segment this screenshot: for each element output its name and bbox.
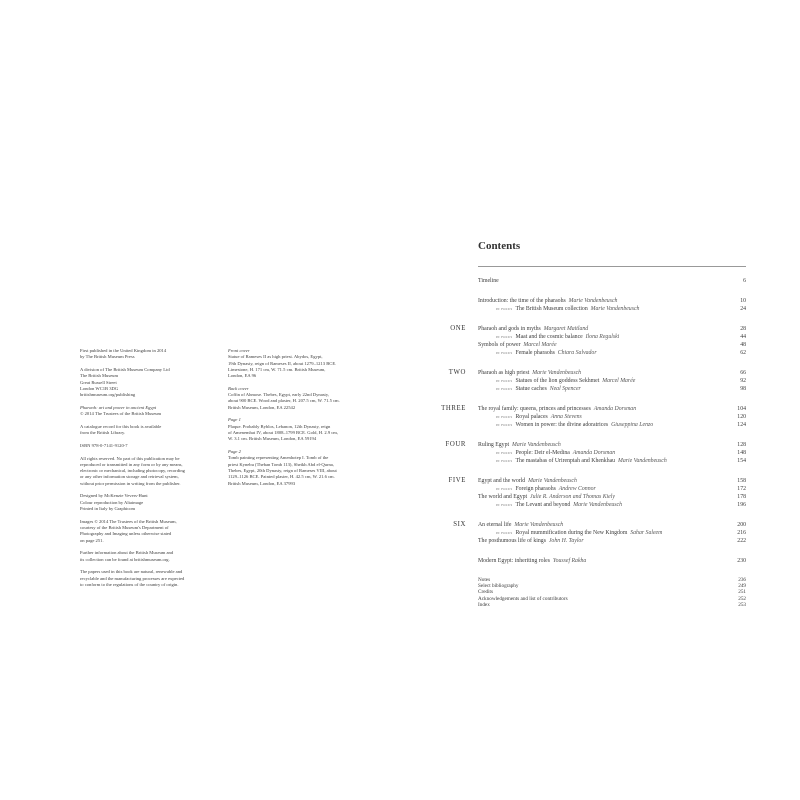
back-matter-title: Index [478, 601, 490, 608]
back-matter-title: Credits [478, 589, 493, 596]
toc-entry-title: Women in power: the divine adoratrices [515, 422, 609, 428]
chapter-number: SIX [453, 521, 466, 528]
toc-entry-title: Statue caches [515, 386, 547, 392]
imprint-line: Photography and Imaging unless otherwise stated [80, 531, 172, 537]
in-focus-label: in focus [496, 459, 513, 464]
toc-entry [410, 405, 746, 413]
toc-entry-author: Chiara Salvador [557, 350, 597, 356]
toc-section [410, 277, 746, 285]
imprint-block [80, 348, 216, 361]
toc-entry-text [478, 405, 636, 413]
caption-line: British Museum, London, EA 22542 [228, 404, 296, 410]
toc-entry-title: Statues of the lion goddess Sekhmet [515, 378, 600, 384]
caption-line: priest Kynebu (Theban Tomb 113), Sheikh Abd el-Qurna, [228, 461, 334, 467]
toc-entry-title: The Levant and beyond [515, 502, 571, 508]
in-focus-label: in focus [496, 531, 513, 536]
toc-entry [410, 521, 746, 529]
caption-line: of Amenemhat IV, about 1808–1799 BCE. Gold, H. 2.9 cm, [228, 430, 339, 436]
toc-entry-author: Neal Spencer [549, 386, 581, 392]
imprint-line: Colour reproduction by Altaimage [80, 499, 144, 505]
toc-entry-title: Maat and the cosmic balance [515, 334, 583, 340]
caption-line: W. 3.1 cm. British Museum, London, EA 59194 [228, 436, 317, 442]
toc-page-number: 44 [740, 334, 746, 340]
toc-entry-title: Pharaoh and gods in myths [478, 326, 541, 332]
imprint-line: A catalogue record for this book is available [80, 423, 162, 429]
caption-line: 1129–1126 BCE. Painted plaster, H. 42.5 cm, W. 21.6 cm. [228, 474, 335, 480]
toc-entry-title: Royal palaces [515, 414, 548, 420]
toc-entry [410, 377, 746, 385]
contents-divider [478, 266, 746, 267]
toc-entry [410, 557, 746, 565]
toc-entry [410, 529, 746, 537]
imprint-line: London WC1B 3DG [80, 385, 119, 391]
imprint-line: Great Russell Street [80, 379, 117, 385]
toc-entry-author: Marie Vandenbeusch [528, 478, 577, 484]
toc-entry-text [478, 441, 561, 449]
imprint-block [80, 456, 216, 487]
toc-section [410, 405, 746, 429]
imprint-block [80, 405, 216, 418]
imprint-block [80, 550, 216, 563]
toc-section [410, 369, 746, 393]
toc-entry [410, 441, 746, 449]
imprint-line: recyclable and the manufacturing processes are expected [80, 575, 185, 581]
toc-entry-text [478, 521, 563, 529]
toc-page-number: 6 [743, 278, 746, 284]
toc-page-number: 148 [737, 450, 746, 456]
chapter-number: TWO [448, 369, 466, 376]
toc-page-number: 98 [740, 386, 746, 392]
toc-entry-author: Marie Vandenbeusch [590, 306, 640, 312]
toc-entry-author: Giuseppina Lenzo [611, 422, 654, 428]
toc-page-number: 230 [737, 558, 746, 564]
back-matter-page: 236 [738, 577, 746, 583]
back-matter-title: Select bibliography [478, 583, 519, 590]
toc-entry [410, 537, 746, 545]
toc-entry-author: Margaret Maitland [543, 326, 589, 332]
back-matter-page: 249 [738, 583, 746, 590]
imprint-line: A division of The British Museum Company Ltd [80, 366, 170, 372]
imprint-line: All rights reserved. No part of this publication may be [80, 455, 180, 461]
imprint-line: First published in the United Kingdom in 2014 [80, 348, 167, 353]
imprint-line: on page 251. [80, 537, 104, 543]
back-matter-page: 252 [738, 595, 746, 602]
toc-entry-author: Amanda Dorsman [572, 450, 616, 456]
caption-label: Back cover [228, 385, 249, 391]
imprint-block [80, 367, 216, 398]
imprint-line: The British Museum [80, 373, 119, 379]
toc-entry-text [496, 421, 653, 430]
imprint-block [80, 493, 216, 512]
toc-entry-text [478, 493, 615, 501]
imprint-block [80, 519, 216, 544]
back-matter-page: 253 [738, 601, 746, 608]
toc-entry [410, 485, 746, 493]
toc-entry-title: Timeline [478, 278, 499, 284]
imprint-column-left [80, 348, 216, 595]
chapter-number: FIVE [448, 477, 466, 484]
toc-entry-text [478, 557, 586, 565]
table-of-contents [410, 277, 746, 620]
toc-entry [410, 421, 746, 429]
imprint-block [80, 424, 216, 437]
toc-entry [410, 297, 746, 305]
toc-entry-title: Symbols of power [478, 342, 521, 348]
toc-entry-author: Marie Vandenbeusch [532, 370, 582, 376]
toc-entry-text [478, 477, 577, 485]
imprint-column-right [228, 348, 346, 493]
toc-page-number: 178 [737, 494, 746, 500]
toc-entry-title: Ruling Egypt [478, 442, 510, 448]
toc-entry-text [496, 305, 639, 314]
toc-entry [410, 369, 746, 377]
toc-page-number: 24 [740, 306, 746, 312]
in-focus-label: in focus [496, 451, 513, 456]
toc-entry-title: The royal family: queens, princes and princesses [478, 406, 591, 412]
chapter-number: THREE [441, 405, 466, 412]
toc-page-number: 154 [737, 458, 746, 464]
toc-entry-text [478, 341, 557, 349]
imprint-line: Further information about the British Museum and [80, 550, 174, 556]
toc-section [410, 557, 746, 565]
toc-page-number: 124 [737, 422, 746, 428]
toc-entry-author: Ilona Regulski [585, 334, 620, 340]
caption-block [228, 449, 346, 487]
in-focus-label: in focus [496, 387, 513, 392]
toc-entry-author: Andrew Connor [558, 486, 596, 492]
toc-entry-text [496, 349, 597, 358]
imprint-line: The papers used in this book are natural, renewable and [80, 569, 183, 575]
toc-entry [410, 501, 746, 509]
in-focus-label: in focus [496, 415, 513, 420]
imprint-line: reproduced or transmitted in any form or by any means, [80, 461, 183, 467]
caption-line: Plaque. Probably Byblos, Lebanon, 12th Dynasty, reign [228, 423, 331, 429]
imprint-line: without prior permission in writing from the publisher. [80, 480, 181, 486]
toc-page-number: 158 [737, 478, 746, 484]
toc-entry [410, 341, 746, 349]
back-matter-page: 251 [738, 589, 746, 596]
toc-entry [410, 277, 746, 285]
imprint-line: or any other information storage and retrieval system, [80, 474, 179, 480]
toc-section [410, 477, 746, 509]
toc-entry-text [478, 369, 581, 377]
toc-entry [410, 325, 746, 333]
imprint-line: Printed in Italy by Graphicom [80, 505, 136, 511]
toc-entry-title: The world and Egypt [478, 494, 528, 500]
toc-entry-author: Amanda Dorsman [593, 406, 637, 412]
caption-block [228, 386, 346, 411]
in-focus-label: in focus [496, 503, 513, 508]
toc-entry-text [496, 385, 581, 394]
imprint-line: ISBN 978-0-7141-9120-7 [80, 442, 128, 448]
toc-page-number: 28 [740, 326, 746, 332]
caption-label: Front cover [228, 348, 250, 353]
toc-entry-text [496, 501, 622, 510]
toc-entry [410, 385, 746, 393]
caption-line: about 900 BCE. Wood and plaster, H. 207.5 cm, W. 71.5 cm. [228, 398, 340, 404]
toc-entry-title: The posthumous life of kings [478, 538, 546, 544]
imprint-line: its collection can be found at britishmuseum.org. [80, 556, 170, 562]
toc-page-number: 10 [740, 298, 746, 304]
toc-entry-title: Royal mummification during the New Kingdom [515, 530, 628, 536]
toc-entry-author: Marie Vandenbeusch [568, 298, 618, 304]
toc-section [410, 325, 746, 357]
caption-line: Coffin of Ahmose. Thebes, Egypt, early 22nd Dynasty, [228, 392, 329, 398]
imprint-line: Designed by McKenzie Vevers-Hunt [80, 493, 148, 499]
caption-line: Tomb painting representing Amenhotep I. Tomb of the [228, 455, 329, 461]
caption-label: Page 1 [228, 417, 241, 423]
back-matter-entry [410, 602, 746, 608]
contents-title: Contents [478, 240, 521, 252]
caption-line: Thebes, Egypt, 20th Dynasty, reign of Rameses VIII, about [228, 467, 337, 473]
toc-page-number: 216 [737, 530, 746, 536]
book-title-line: Pharaoh: art and power in ancient Egypt [80, 404, 157, 410]
toc-entry-title: Egypt and the world [478, 478, 526, 484]
toc-entry-author: Sahar Saleem [630, 530, 663, 536]
back-matter-title: Acknowledgements and list of contributors [478, 595, 568, 602]
toc-page-number: 128 [737, 442, 746, 448]
toc-entry-title: Modern Egypt: inheriting roles [478, 558, 550, 564]
toc-entry-text [478, 297, 617, 305]
toc-entry-author: Anna Stevens [550, 414, 582, 420]
toc-entry [410, 457, 746, 465]
toc-entry-text [496, 457, 667, 466]
toc-entry [410, 449, 746, 457]
toc-entry-author: John H. Taylor [548, 538, 584, 544]
toc-entry-author: Youssef Rakha [552, 558, 587, 564]
toc-section [410, 521, 746, 545]
in-focus-label: in focus [496, 487, 513, 492]
imprint-block [80, 569, 216, 588]
toc-entry-title: Introduction: the time of the pharaohs [478, 298, 566, 304]
imprint-line: courtesy of the British Museum's Department of [80, 524, 169, 530]
toc-entry-author: Marcel Marée [523, 342, 557, 348]
caption-block [228, 348, 346, 379]
toc-entry-author: Marcel Marée [602, 378, 636, 384]
toc-section [410, 297, 746, 313]
back-matter [410, 577, 746, 608]
toc-page-number: 104 [737, 406, 746, 412]
toc-page-number: 120 [737, 414, 746, 420]
toc-entry-text [478, 537, 584, 545]
in-focus-label: in focus [496, 379, 513, 384]
imprint-line: britishmuseum.org/publishing [80, 392, 136, 398]
caption-label: Page 2 [228, 449, 241, 455]
toc-entry-title: Female pharaohs [515, 350, 555, 356]
toc-page-number: 48 [740, 342, 746, 348]
in-focus-label: in focus [496, 351, 513, 356]
toc-entry-author: Marie Vandenbeusch [573, 502, 623, 508]
toc-page-number: 62 [740, 350, 746, 356]
caption-line: British Museum, London, EA 37993 [228, 480, 296, 486]
caption-line: Statue of Rameses II as high priest. Abydos, Egypt, [228, 354, 323, 360]
toc-entry [410, 477, 746, 485]
toc-entry-title: Foreign pharaohs [515, 486, 556, 492]
toc-entry-title: The mastabas of Urirenptah and Khenkhau [515, 458, 616, 464]
imprint-line: © 2014 The Trustees of the British Museum [80, 411, 162, 417]
toc-entry [410, 493, 746, 501]
toc-page-number: 196 [737, 502, 746, 508]
caption-line: Limestone, H. 171 cm, W. 71.5 cm. British Museum, [228, 366, 326, 372]
caption-block [228, 417, 346, 442]
imprint-line: Images © 2014 The Trustees of the British Museum, [80, 518, 177, 524]
toc-entry [410, 333, 746, 341]
caption-line: 19th Dynasty, reign of Rameses II, about 1279–1213 BCE. [228, 360, 337, 366]
toc-entry-title: Pharaoh as high priest [478, 370, 530, 376]
toc-entry [410, 413, 746, 421]
toc-page-number: 222 [737, 538, 746, 544]
toc-page-number: 92 [740, 378, 746, 384]
toc-entry-text [478, 277, 499, 285]
in-focus-label: in focus [496, 423, 513, 428]
toc-entry-author: Marie Vandenbeusch [512, 442, 561, 448]
imprint-line: by The British Museum Press [80, 354, 135, 360]
chapter-number: ONE [450, 325, 466, 332]
caption-line: London, EA 96 [228, 373, 257, 379]
imprint-line: electronic or mechanical, including photocopy, recording [80, 468, 185, 474]
toc-page-number: 66 [740, 370, 746, 376]
imprint-block [80, 443, 216, 449]
toc-entry-title: The British Museum collection [515, 306, 588, 312]
imprint-line: to conform to the regulations of the country of origin. [80, 581, 179, 587]
toc-entry-author: Marie Vandenbeusch [514, 522, 564, 528]
back-matter-title: Notes [478, 577, 491, 583]
toc-entry [410, 305, 746, 313]
imprint-line: from the British Library. [80, 430, 126, 436]
toc-entry-author: Julie R. Anderson and Thomas Kiely [530, 494, 615, 500]
toc-page-number: 200 [737, 522, 746, 528]
in-focus-label: in focus [496, 307, 513, 312]
chapter-number: FOUR [445, 441, 466, 448]
toc-entry-title: An eternal life [478, 522, 512, 528]
toc-entry-text [478, 325, 588, 333]
toc-entry-title: People: Deir el-Medina [515, 450, 570, 456]
in-focus-label: in focus [496, 335, 513, 340]
toc-section [410, 441, 746, 465]
toc-entry [410, 349, 746, 357]
toc-page-number: 172 [737, 486, 746, 492]
toc-entry-author: Marie Vandenbeusch [617, 458, 667, 464]
